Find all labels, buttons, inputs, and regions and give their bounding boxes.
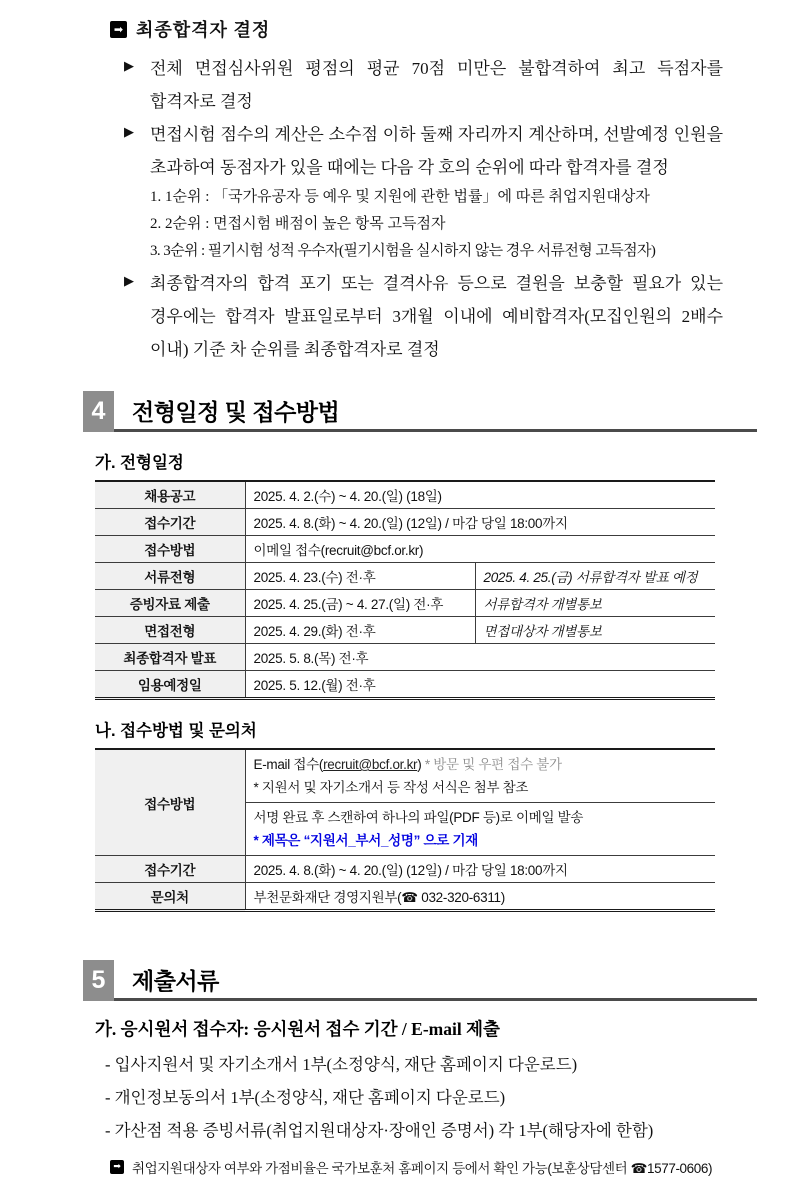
bullet-item [124, 118, 723, 184]
row-label: 면접전형 [95, 617, 245, 644]
row-label: 접수기간 [95, 509, 245, 536]
method-line-email [254, 753, 708, 776]
final-decision-title: 최종합격자 결정 [136, 20, 271, 40]
triangle-bullet-icon: ▶ [124, 274, 134, 289]
row-label: 임용예정일 [95, 671, 245, 699]
document-list-item: - 입사지원서 및 자기소개서 1부(소정양식, 재단 홈페이지 다운로드) [105, 1055, 578, 1074]
row-label: 접수방법 [95, 536, 245, 563]
section-number-badge: 4 [83, 391, 114, 432]
row-note: 서류합격자 개별통보 [475, 590, 715, 617]
row-label: 접수방법 [95, 749, 245, 856]
bullet-text: 전체 면접심사위원 평점의 평균 70점 미만은 불합격하여 최고 득점자를 합격자로 결정 [150, 59, 723, 111]
rank-priority-list [150, 184, 723, 265]
bullet-text: 최종합격자의 합격 포기 또는 결격사유 등으로 결원을 보충할 필요가 있는 경우에는 합격자 발표일로부터 3개월 이내에 예비합격자(모집인원의 2배수 이내) 기준 차 순위를 최종합격자로 결정 [150, 274, 723, 359]
no-visit-note: * 방문 및 우편 접수 불가 [424, 757, 562, 772]
email-prefix: E-mail 접수( [253, 757, 324, 772]
table-row [95, 590, 715, 617]
final-decision-section [0, 0, 793, 366]
table-row [95, 883, 715, 911]
subheading-contact: 나. 접수방법 및 문의처 [95, 722, 257, 740]
veterans-note [110, 1157, 793, 1177]
document-list-item: - 개인정보동의서 1부(소정양식, 재단 홈페이지 다운로드) [105, 1088, 506, 1107]
email-link[interactable]: recruit@bcf.or.kr [323, 757, 418, 772]
subheading-applicants: 가. 응시원서 접수자: 응시원서 접수 기간 / E-mail 제출 [95, 1019, 500, 1039]
document-list-item: - 가산점 적용 증빙서류(취업지원대상자·장애인 증명서) 각 1부(해당자에 한함) [105, 1121, 654, 1140]
row-label: 문의처 [95, 883, 245, 911]
method-line-scan: 서명 완료 후 스캔하여 하나의 파일(PDF 등)로 이메일 발송 [253, 810, 584, 825]
triangle-bullet-icon: ▶ [124, 125, 134, 140]
row-label: 접수기간 [95, 856, 245, 883]
arrow-box-icon: ➡ [110, 21, 127, 38]
row-label: 서류전형 [95, 563, 245, 590]
arrow-box-icon: ➡ [110, 1160, 124, 1174]
bullet-item [124, 267, 723, 366]
row-value: 2025. 4. 2.(수) ~ 4. 20.(일) (18일) [253, 489, 442, 504]
section-4-header [83, 391, 757, 432]
row-value: 2025. 5. 12.(월) 전·후 [245, 671, 715, 699]
veterans-note-text: 취업지원대상자 여부와 가점비율은 국가보훈처 홈페이지 등에서 확인 가능(보훈상담센터 ☎1577-0606) [132, 1161, 713, 1176]
table-row [95, 481, 715, 509]
table-row [95, 856, 715, 883]
subheading-schedule: 가. 전형일정 [95, 454, 184, 472]
rank-item: 3. 3순위 : 필기시험 성적 우수자(필기시험을 실시하지 않는 경우 서류전형 고득점자) [150, 243, 656, 259]
table-row [95, 644, 715, 671]
method-line-forms: * 지원서 및 자기소개서 등 작성 서식은 첨부 참조 [253, 780, 529, 795]
row-label: 최종합격자 발표 [95, 644, 245, 671]
row-note: 2025. 4. 25.(금) 서류합격자 발표 예정 [475, 563, 715, 590]
schedule-table [95, 480, 715, 700]
method-cell-1 [245, 749, 715, 803]
section-5-header [83, 960, 757, 1001]
row-value: 2025. 4. 23.(수) 전·후 [245, 563, 475, 590]
row-note: 면접대상자 개별통보 [475, 617, 715, 644]
table-row [95, 509, 715, 536]
rank-item: 2. 2순위 : 면접시험 배점이 높은 항목 고득점자 [150, 216, 446, 232]
row-value: 이메일 접수(recruit@bcf.or.kr) [245, 536, 715, 563]
bullet-item [124, 52, 723, 118]
row-value: 2025. 4. 25.(금) ~ 4. 27.(일) 전·후 [245, 590, 475, 617]
rank-item: 1. 1순위 : 「국가유공자 등 예우 및 지원에 관한 법률」에 따른 취업지원대상자 [150, 189, 650, 205]
table-row [95, 671, 715, 699]
section-title: 전형일정 및 접수방법 [132, 398, 340, 425]
method-cell-2 [245, 803, 715, 856]
row-value: 2025. 4. 29.(화) 전·후 [245, 617, 475, 644]
contact-table [95, 748, 715, 912]
row-value: 2025. 5. 8.(목) 전·후 [245, 644, 715, 671]
row-value: 2025. 4. 8.(화) ~ 4. 20.(일) (12일) / 마감 당일 18:00까지 [245, 856, 715, 883]
row-value: 부천문화재단 경영지원부(☎ 032-320-6311) [245, 883, 715, 911]
section-title: 제출서류 [132, 967, 219, 994]
table-row [95, 563, 715, 590]
row-value: 2025. 4. 8.(화) ~ 4. 20.(일) (12일) / 마감 당일 18:00까지 [245, 509, 715, 536]
table-row [95, 617, 715, 644]
triangle-bullet-icon: ▶ [124, 59, 134, 74]
table-row [95, 749, 715, 803]
table-row [95, 536, 715, 563]
section-title-rule [114, 960, 757, 1001]
final-decision-heading [110, 16, 723, 42]
row-label: 증빙자료 제출 [95, 590, 245, 617]
email-subject-rule: * 제목은 “지원서_부서_성명” 으로 기재 [253, 833, 478, 848]
bullet-text: 면접시험 점수의 계산은 소수점 이하 둘째 자리까지 계산하며, 선발예정 인원을 초과하여 동점자가 있을 때에는 다음 각 호의 순위에 따라 합격자를 결정 [150, 125, 723, 177]
email-paren: ) [417, 757, 425, 772]
section-title-rule [114, 391, 757, 432]
row-label: 채용공고 [95, 481, 245, 509]
section-number-badge: 5 [83, 960, 114, 1001]
